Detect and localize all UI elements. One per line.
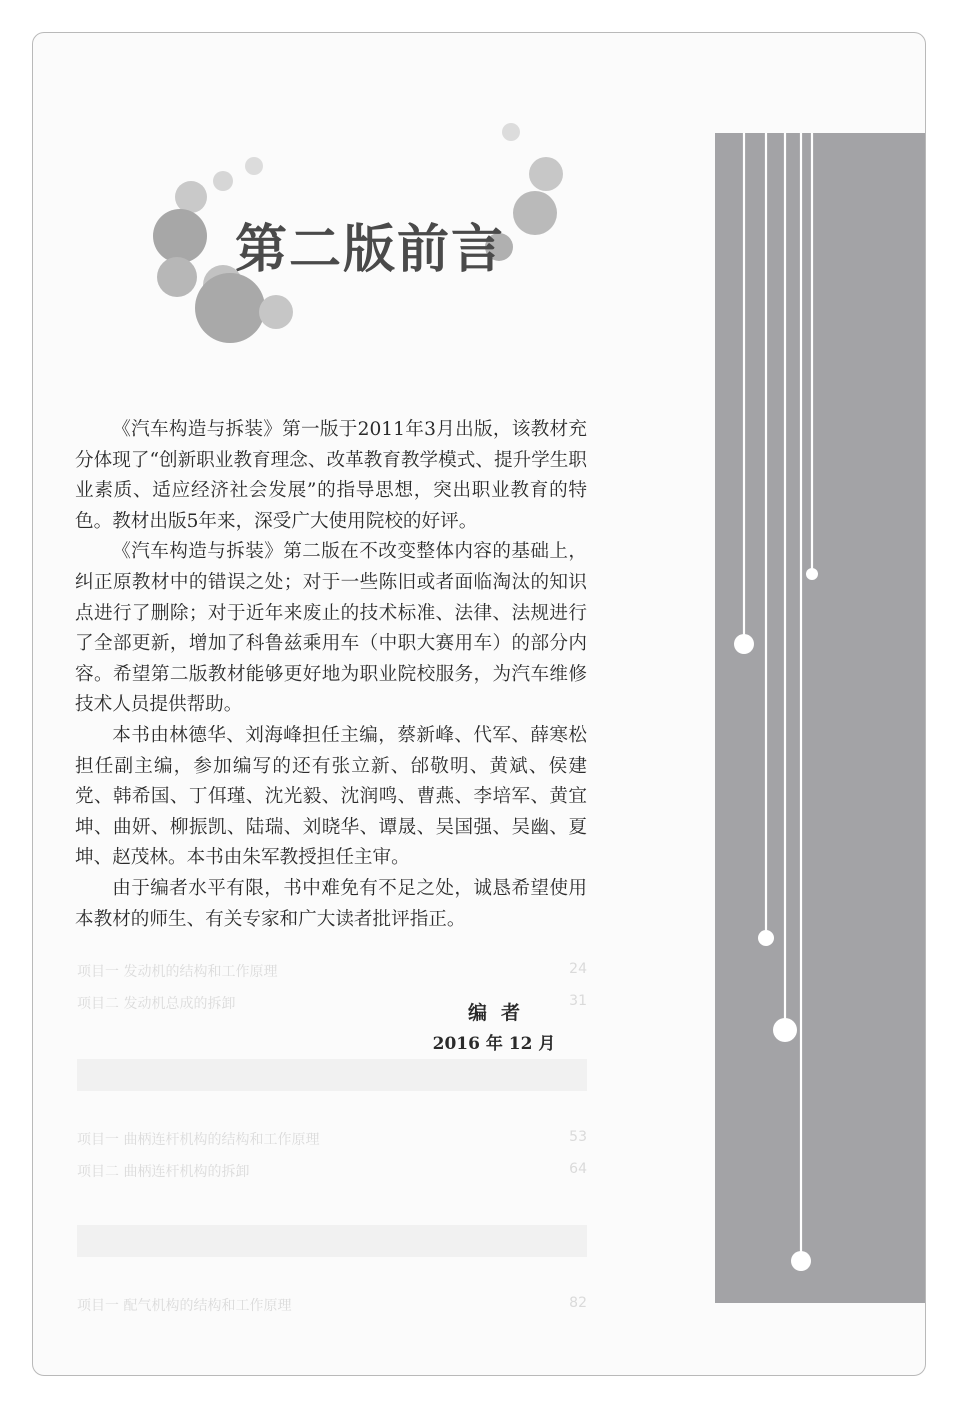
paragraph: 本书由林德华、刘海峰担任主编，蔡新峰、代军、薛寒松担任副主编，参加编写的还有张立新、邰敬明、黄斌、侯建党、韩希国、丁佴瑾、沈光毅、沈润鸣、曹燕、李培军、黄宜坤、曲妍、柳振凯、陆瑞、刘晓华、谭晟、吴国强、吴幽、夏坤、赵茂林。本书由朱军教授担任主审。 xyxy=(75,724,587,869)
bubble-decoration xyxy=(513,191,557,235)
book-page xyxy=(32,32,926,1376)
paragraph: 《汽车构造与拆装》第一版于2011年3月出版，该教材充分体现了“创新职业教育理念、改革教育教学模式、提升学生职业素质、适应经济社会发展”的指导思想，突出职业教育的特色。教材出版5年来，深受广大使用院校的好评。 xyxy=(75,419,587,532)
paragraph: 由于编者水平有限，书中难免有不足之处，诚恳希望使用本教材的师生、有关专家和广大读者批评指正。 xyxy=(75,877,587,930)
bubble-decoration xyxy=(195,273,265,343)
bleed-through-line: 项目一 发动机的结构和工作原理 24 xyxy=(77,961,587,980)
bleed-through-line: 项目一 曲柄连杆机构的结构和工作原理 53 xyxy=(77,1129,587,1148)
signature-role: 编者 xyxy=(467,1002,534,1024)
bead xyxy=(791,1251,811,1271)
paragraph: 《汽车构造与拆装》第二版在不改变整体内容的基础上，纠正原教材中的错误之处；对于一些陈旧或者面临淘汰的知识点进行了删除；对于近年来废止的技术标准、法律、法规进行了全部更新，增加了科鲁兹乘用车（中职大赛用车）的部分内容。希望第二版教材能够更好地为职业院校服务，为汽车维修技术人员提供帮助。 xyxy=(75,541,587,716)
bubble-decoration xyxy=(529,157,563,191)
bleed-through-line: 项目二 曲柄连杆机构的拆卸 64 xyxy=(77,1161,587,1180)
preface-body xyxy=(75,415,587,935)
bead xyxy=(734,634,754,654)
bubble-decoration xyxy=(259,295,293,329)
page-title: 第二版前言 xyxy=(235,220,506,280)
signature-date: 2016 年 12 月 xyxy=(432,1034,556,1054)
bead xyxy=(758,930,774,946)
bubble-decoration xyxy=(153,209,207,263)
bubble-decoration xyxy=(245,157,263,175)
bubble-decoration xyxy=(157,257,197,297)
bubble-decoration xyxy=(213,171,233,191)
bleed-through-line: 项目二 发动机总成的拆卸 31 xyxy=(77,993,587,1012)
bead xyxy=(806,568,818,580)
bead xyxy=(773,1018,797,1042)
bubble-decoration xyxy=(502,123,520,141)
bleed-through-line: 项目一 配气机构的结构和工作原理 82 xyxy=(77,1295,587,1314)
